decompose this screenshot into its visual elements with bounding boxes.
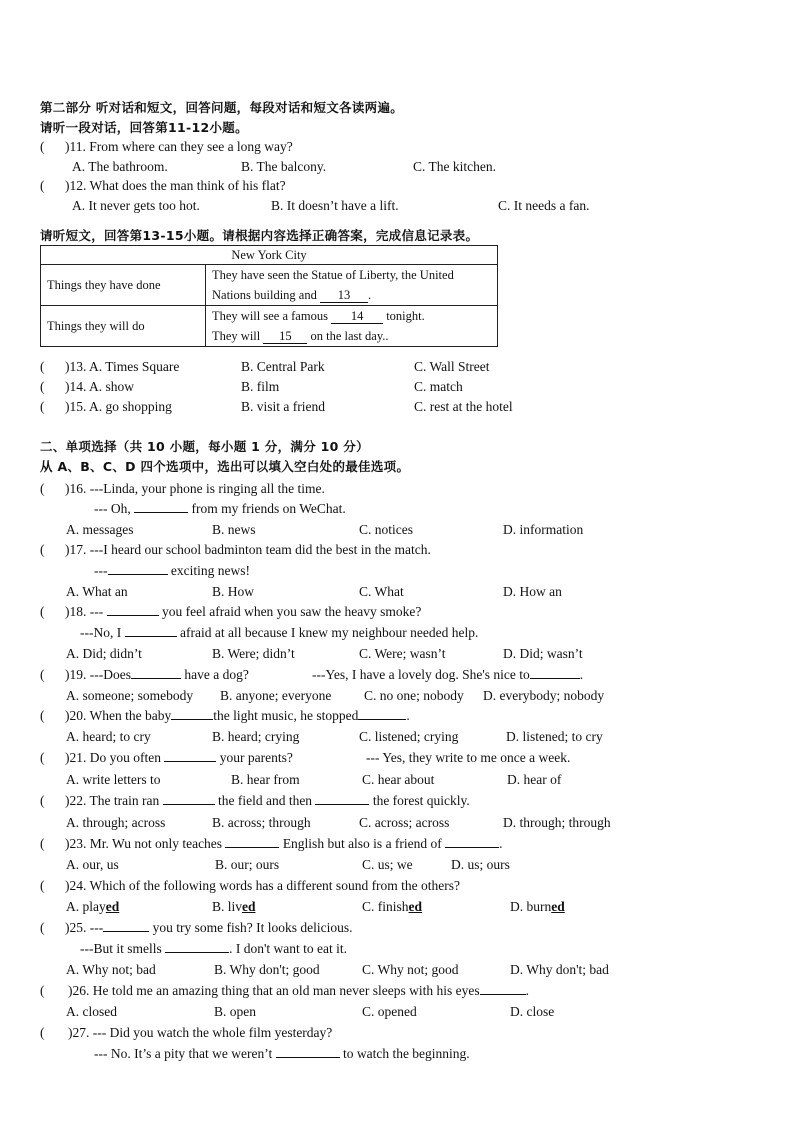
blank-14: 14 bbox=[331, 309, 383, 324]
answer-blank bbox=[165, 952, 229, 953]
info-record-table bbox=[40, 245, 498, 347]
question-stem: )15. A. go shopping bbox=[65, 399, 172, 414]
option-underlined: ed bbox=[408, 899, 423, 914]
answer-paren: ( bbox=[40, 920, 45, 935]
option-a bbox=[66, 899, 119, 915]
question-stem bbox=[65, 836, 503, 852]
option-b: B. It doesn’t have a lift. bbox=[271, 198, 399, 213]
question-stem bbox=[65, 750, 293, 766]
answer-blank bbox=[225, 847, 279, 848]
dialogue-instruction: 请听一段对话，回答第11-12小题。 bbox=[40, 120, 248, 135]
option-d: D. us; ours bbox=[451, 857, 510, 872]
answer-paren: ( bbox=[40, 983, 45, 998]
line-text: . I don't want to eat it. bbox=[229, 941, 348, 956]
option-a: A. messages bbox=[66, 522, 134, 537]
line-text: your parents? bbox=[219, 750, 293, 765]
option-c: C. notices bbox=[359, 522, 413, 537]
question-stem bbox=[65, 604, 421, 620]
answer-paren: ( bbox=[40, 139, 45, 154]
option-b: B. hear from bbox=[231, 772, 300, 787]
option-text: A. play bbox=[66, 899, 106, 914]
answer-blank bbox=[358, 719, 406, 720]
answer-paren: ( bbox=[40, 379, 45, 394]
row-content-done bbox=[206, 265, 498, 306]
answer-blank bbox=[103, 931, 149, 932]
line-text: --- bbox=[94, 563, 108, 578]
option-underlined: ed bbox=[551, 899, 565, 914]
question-line2 bbox=[94, 501, 346, 517]
line-text: )21. Do you often bbox=[65, 750, 161, 765]
line-text: afraid at all because I knew my neighbour needed help. bbox=[179, 625, 479, 640]
option-a: A. Why not; bad bbox=[66, 962, 156, 977]
question-stem: )12. What does the man think of his flat? bbox=[65, 178, 286, 193]
part2-heading: 第二部分 听对话和短文，回答问题，每段对话和短文各读两遍。 bbox=[40, 100, 404, 115]
answer-paren: ( bbox=[40, 836, 45, 851]
question-line2 bbox=[94, 1046, 470, 1062]
option-b: B. Why don't; good bbox=[214, 962, 320, 977]
option-a: A. It never gets too hot. bbox=[72, 198, 200, 213]
option-c: C. listened; crying bbox=[359, 729, 459, 744]
option-text: D. burn bbox=[510, 899, 552, 914]
line-text: from my friends on WeChat. bbox=[191, 501, 346, 516]
answer-blank bbox=[530, 678, 580, 679]
question-stem: )13. A. Times Square bbox=[65, 359, 180, 374]
question-reply: --- Yes, they write to me once a week. bbox=[366, 750, 571, 765]
option-b bbox=[212, 899, 256, 915]
line-text: )25. --- bbox=[65, 920, 104, 935]
option-c: C. Why not; good bbox=[362, 962, 459, 977]
question-stem: )17. ---I heard our school badminton team did the best in the match. bbox=[65, 542, 431, 557]
line-text: . bbox=[406, 708, 410, 723]
line-text: you try some fish? It looks delicious. bbox=[152, 920, 353, 935]
answer-paren: ( bbox=[40, 542, 45, 557]
question-stem bbox=[65, 793, 470, 809]
line-text: )23. Mr. Wu not only teaches bbox=[65, 836, 223, 851]
option-c: C. What bbox=[359, 584, 404, 599]
option-a: A. through; across bbox=[66, 815, 166, 830]
question-line2 bbox=[80, 625, 478, 641]
line-text: --- Oh, bbox=[94, 501, 131, 516]
blank-13: 13 bbox=[320, 288, 368, 303]
answer-blank bbox=[171, 719, 213, 720]
option-d: D. hear of bbox=[507, 772, 562, 787]
line-text: )20. When the baby bbox=[65, 708, 172, 723]
answer-paren: ( bbox=[40, 399, 45, 414]
row-label-done: Things they have done bbox=[41, 265, 206, 306]
line-text: )19. ---Does bbox=[65, 667, 131, 682]
line-text: . bbox=[525, 983, 530, 998]
question-stem: )16. ---Linda, your phone is ringing all the time. bbox=[65, 481, 325, 496]
option-c: C. The kitchen. bbox=[413, 159, 496, 174]
line-text: the light music, he stopped bbox=[213, 708, 359, 723]
answer-blank bbox=[134, 512, 188, 513]
question-stem: )24. Which of the following words has a different sound from the others? bbox=[65, 878, 461, 893]
answer-blank bbox=[276, 1057, 340, 1058]
passage-instruction: 请听短文，回答第13-15小题。请根据内容选择正确答案，完成信息记录表。 bbox=[40, 228, 479, 243]
question-stem bbox=[65, 920, 352, 936]
option-b: B. open bbox=[214, 1004, 256, 1019]
option-underlined: ed bbox=[242, 899, 256, 914]
blank-15: 15 bbox=[263, 329, 307, 344]
answer-blank bbox=[163, 804, 215, 805]
line-text: ---No, I bbox=[80, 625, 122, 640]
section2-heading: 二、单项选择（共 10 小题，每小题 1 分，满分 10 分） bbox=[40, 439, 369, 454]
row-text: on the last day.. bbox=[310, 329, 389, 343]
answer-blank bbox=[315, 804, 369, 805]
section2-instruction: 从 A、B、C、D 四个选项中，选出可以填入空白处的最佳选项。 bbox=[40, 459, 410, 474]
line-text: )26. He told me an amazing thing that an old man never sleeps with his eyes bbox=[68, 983, 480, 998]
option-b: B. Central Park bbox=[241, 359, 325, 374]
option-a: A. Did; didn’t bbox=[66, 646, 142, 661]
option-d: D. information bbox=[503, 522, 584, 537]
question-stem: )11. From where can they see a long way? bbox=[65, 139, 293, 154]
option-b: B. The balcony. bbox=[241, 159, 327, 174]
line-text: you feel afraid when you saw the heavy smoke? bbox=[161, 604, 422, 619]
answer-paren: ( bbox=[40, 178, 45, 193]
option-a: A. What an bbox=[66, 584, 128, 599]
option-a: A. our, us bbox=[66, 857, 119, 872]
option-c: C. rest at the hotel bbox=[414, 399, 513, 414]
line-text: )22. The train ran bbox=[65, 793, 160, 808]
option-b: B. across; through bbox=[212, 815, 311, 830]
row-text: They will see a famous bbox=[212, 309, 328, 323]
answer-paren: ( bbox=[40, 1025, 45, 1040]
answer-paren: ( bbox=[40, 708, 45, 723]
line-text: exciting news! bbox=[170, 563, 250, 578]
answer-paren: ( bbox=[40, 359, 45, 374]
option-c: C. us; we bbox=[362, 857, 413, 872]
option-b: B. news bbox=[212, 522, 256, 537]
option-b: B. our; ours bbox=[215, 857, 280, 872]
row-text: Nations building and bbox=[212, 288, 317, 302]
option-c: C. It needs a fan. bbox=[498, 198, 590, 213]
row-text: They have seen the Statue of Liberty, the United bbox=[212, 268, 454, 282]
question-stem bbox=[65, 708, 410, 724]
option-text: C. finish bbox=[362, 899, 409, 914]
answer-paren: ( bbox=[40, 667, 45, 682]
option-d: D. listened; to cry bbox=[506, 729, 603, 744]
option-c: C. hear about bbox=[362, 772, 435, 787]
row-text: . bbox=[367, 288, 372, 302]
option-a: A. write letters to bbox=[66, 772, 161, 787]
line-text: --- No. It’s a pity that we weren’t bbox=[94, 1046, 273, 1061]
line-text: . bbox=[579, 667, 584, 682]
option-c: C. Were; wasn’t bbox=[359, 646, 446, 661]
option-c bbox=[362, 899, 422, 915]
option-underlined: ed bbox=[105, 899, 120, 914]
option-c: C. opened bbox=[362, 1004, 417, 1019]
option-c: C. Wall Street bbox=[414, 359, 490, 374]
option-c: C. no one; nobody bbox=[364, 688, 464, 703]
line-text: English but also is a friend of bbox=[282, 836, 442, 851]
question-stem bbox=[65, 667, 249, 683]
answer-blank bbox=[131, 678, 181, 679]
line-text: ---But it smells bbox=[80, 941, 162, 956]
question-line2 bbox=[94, 563, 250, 579]
option-b: B. visit a friend bbox=[241, 399, 325, 414]
option-d bbox=[510, 899, 565, 915]
line-text: )18. --- bbox=[65, 604, 104, 619]
option-b: B. How bbox=[212, 584, 255, 599]
row-text: They will bbox=[212, 329, 261, 343]
answer-blank bbox=[480, 994, 526, 995]
answer-paren: ( bbox=[40, 878, 45, 893]
option-c: C. across; across bbox=[359, 815, 450, 830]
question-line2 bbox=[80, 941, 347, 957]
option-b: B. anyone; everyone bbox=[220, 688, 332, 703]
line-text: the field and then bbox=[217, 793, 313, 808]
line-text: the forest quickly. bbox=[372, 793, 470, 808]
option-a: A. someone; somebody bbox=[66, 688, 194, 703]
row-label-will-do: Things they will do bbox=[41, 306, 206, 347]
question-stem bbox=[68, 983, 529, 999]
answer-blank bbox=[445, 847, 499, 848]
line-text: have a dog? bbox=[184, 667, 249, 682]
question-reply bbox=[312, 667, 583, 683]
answer-paren: ( bbox=[40, 604, 45, 619]
option-d: D. everybody; nobody bbox=[483, 688, 605, 703]
row-text: tonight. bbox=[386, 309, 425, 323]
line-text: . bbox=[499, 836, 503, 851]
option-d: D. close bbox=[510, 1004, 555, 1019]
option-d: D. Why don't; bad bbox=[510, 962, 609, 977]
option-a: A. closed bbox=[66, 1004, 117, 1019]
question-stem: )14. A. show bbox=[65, 379, 135, 394]
answer-blank bbox=[164, 761, 216, 762]
answer-blank bbox=[108, 574, 168, 575]
option-d: D. Did; wasn’t bbox=[503, 646, 583, 661]
answer-blank bbox=[107, 615, 159, 616]
table-title: New York City bbox=[41, 246, 498, 265]
answer-paren: ( bbox=[40, 793, 45, 808]
option-b: B. Were; didn’t bbox=[212, 646, 295, 661]
option-a: A. The bathroom. bbox=[72, 159, 168, 174]
option-b: B. film bbox=[241, 379, 280, 394]
line-text: ---Yes, I have a lovely dog. She's nice to bbox=[312, 667, 530, 682]
option-c: C. match bbox=[414, 379, 463, 394]
question-stem: )27. --- Did you watch the whole film yesterday? bbox=[68, 1025, 333, 1040]
answer-blank bbox=[125, 636, 177, 637]
answer-paren: ( bbox=[40, 750, 45, 765]
option-a: A. heard; to cry bbox=[66, 729, 151, 744]
option-b: B. heard; crying bbox=[212, 729, 300, 744]
answer-paren: ( bbox=[40, 481, 45, 496]
option-d: D. through; through bbox=[503, 815, 611, 830]
line-text: to watch the beginning. bbox=[342, 1046, 470, 1061]
option-text: B. liv bbox=[212, 899, 243, 914]
row-content-will-do bbox=[206, 306, 498, 347]
option-d: D. How an bbox=[503, 584, 562, 599]
